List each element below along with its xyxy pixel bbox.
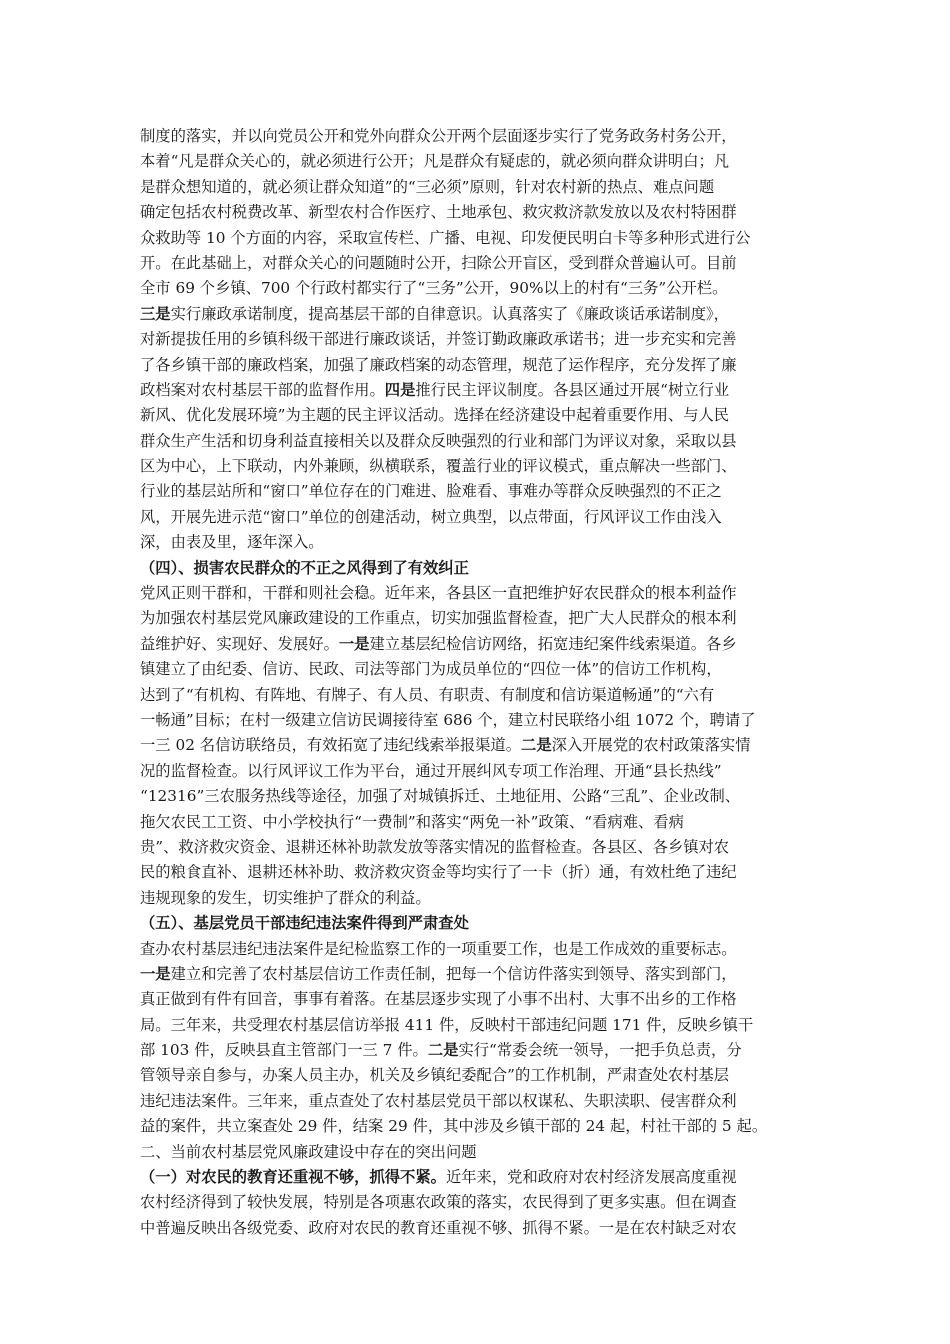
text-line xyxy=(140,302,820,327)
text-segment: 真正做到有件有回音，事事有着落。在基层逐步实现了小事不出村、大事不出乡的工作格 xyxy=(140,990,737,1009)
text-segment: 众救助等 10 个方面的内容，采取宣传栏、广播、电视、印发便民明白卡等多种形式进行公 xyxy=(140,228,751,247)
text-segment: 一三 02 名信访联络员，有效拓宽了违纪线索举报渠道。 xyxy=(140,736,522,755)
text-line xyxy=(140,251,820,276)
text-segment: 行业的基层站所和“窗口”单位存在的门难进、脸难看、事难办等群众反映强烈的不正之 xyxy=(140,482,722,501)
text-segment: 为加强农村基层党风廉政建设的工作重点，切实加强监督检查，把广大人民群众的根本利 xyxy=(140,609,737,628)
document-page xyxy=(140,124,820,1241)
text-segment: 全市 69 个乡镇、700 个行政村都实行了“三务”公开，90%以上的村有“三务”公开栏。 xyxy=(140,279,728,298)
text-segment: 一畅通”目标；在村一级建立信访民调接待室 686 个，建立村民联络小组 1072 个，聘请了 xyxy=(140,710,756,729)
bold-text-segment: 四是 xyxy=(384,380,416,399)
text-line xyxy=(140,378,820,403)
text-line xyxy=(140,911,820,936)
text-line xyxy=(140,200,820,225)
text-segment: 况的监督检查。以行风评议工作为平台，通过开展纠风专项工作治理、开通“县长热线” xyxy=(140,761,722,780)
text-segment: 确定包括农村税费改革、新型农村合作医疗、土地承包、救灾救济款发放以及农村特困群 xyxy=(140,203,737,222)
text-segment: 益维护好、实现好、发展好。 xyxy=(140,634,339,653)
text-line xyxy=(140,149,820,174)
text-line xyxy=(140,505,820,530)
text-segment: 民的粮食直补、退耕还林补助、救济救灾资金等均实行了一卡（折）通，有效杜绝了违纪 xyxy=(140,863,737,882)
text-line xyxy=(140,556,820,581)
text-segment: 拖欠农民工工资、中小学校执行“一费制”和落实“两免一补”政策、“看病难、看病 xyxy=(140,812,684,831)
text-segment: 中普遍反映出各级党委、政府对农民的教育还重视不够、抓得不紧。一是在农村缺乏对农 xyxy=(140,1218,737,1237)
text-segment: 贵”、救济救灾资金、退耕还林补助款发放等落实情况的监督检查。各县区、各乡镇对农 xyxy=(140,837,730,856)
bold-text-segment: 二是 xyxy=(427,1041,459,1060)
text-segment: 部 103 件，反映县直主管部门一三 7 件。 xyxy=(140,1041,428,1060)
text-line xyxy=(140,1190,820,1215)
text-segment: 党风正则干群和，干群和则社会稳。近年来，各县区一直把维护好农民群众的根本利益作 xyxy=(140,584,737,603)
text-segment: 建立基层纪检信访网络，拓宽违纪案件线索渠道。各乡 xyxy=(369,634,737,653)
bold-text-segment: 一是 xyxy=(338,634,370,653)
text-line xyxy=(140,987,820,1012)
text-line xyxy=(140,962,820,987)
text-segment: 镇建立了由纪委、信访、民政、司法等部门为成员单位的“四位一体”的信访工作机构， xyxy=(140,660,722,679)
text-line xyxy=(140,708,820,733)
text-segment: 近年来，党和政府对农村经济发展高度重视 xyxy=(445,1168,737,1187)
text-segment: 实行“常委会统一领导，一把手负总责，分 xyxy=(458,1041,742,1060)
text-segment: 局。三年来，共受理农村基层信访举报 411 件，反映村干部违纪问题 171 件，反映乡镇干 xyxy=(140,1015,754,1034)
text-segment: 深入开展党的农村政策落实情 xyxy=(551,736,751,755)
text-segment: 推行民主评议制度。各县区通过开展“树立行业 xyxy=(415,380,730,399)
text-line xyxy=(140,530,820,555)
text-line xyxy=(140,606,820,631)
text-line xyxy=(140,657,820,682)
bold-text-segment: （五）、基层党员干部违纪违法案件得到严肃查处 xyxy=(140,914,469,933)
text-segment: 违纪违法案件。三年来，重点查处了农村基层党员干部以权谋私、失职渎职、侵害群众利 xyxy=(140,1091,737,1110)
text-segment: “12316”三农服务热线等途径，加强了对城镇拆迁、土地征用、公路“三乱”、企业改制、 xyxy=(140,787,741,806)
text-line xyxy=(140,1216,820,1241)
text-line xyxy=(140,353,820,378)
text-line xyxy=(140,835,820,860)
text-segment: 益的案件，共立案查处 29 件，结案 29 件，其中涉及乡镇干部的 24 起，村社干部的 5 起。 xyxy=(140,1117,768,1136)
text-line xyxy=(140,1089,820,1114)
text-line xyxy=(140,581,820,606)
text-segment: 查办农村基层违纪违法案件是纪检监察工作的一项重要工作，也是工作成效的重要标志。 xyxy=(140,939,737,958)
text-line xyxy=(140,784,820,809)
text-line xyxy=(140,1038,820,1063)
text-line xyxy=(140,124,820,149)
text-segment: 了各乡镇干部的廉政档案，加强了廉政档案的动态管理，规范了运作程序，充分发挥了廉 xyxy=(140,355,737,374)
text-line xyxy=(140,226,820,251)
text-segment: 新风、优化发展环境”为主题的民主评议活动。选择在经济建设中起着重要作用、与人民 xyxy=(140,406,730,425)
text-line xyxy=(140,733,820,758)
text-segment: 建立和完善了农村基层信访工作责任制，把每一个信访件落实到领导、落实到部门， xyxy=(170,964,737,983)
bold-text-segment: （四）、损害农民群众的不正之风得到了有效纠正 xyxy=(140,558,469,577)
text-line xyxy=(140,810,820,835)
text-segment: 开。在此基础上，对群众关心的问题随时公开，扫除公开盲区，受到群众普遍认可。目前 xyxy=(140,253,737,272)
text-segment: 制度的落实，并以向党员公开和党外向群众公开两个层面逐步实行了党务政务村务公开， xyxy=(140,127,737,145)
text-line xyxy=(140,1063,820,1088)
text-segment: 达到了“有机构、有阵地、有牌子、有人员、有职责、有制度和信访渠道畅通”的“六有 xyxy=(140,685,715,704)
bold-text-segment: （一）对农民的教育还重视不够，抓得不紧。 xyxy=(140,1168,446,1187)
text-segment: 是群众想知道的，就必须让群众知道”的“三必须”原则，针对农村新的热点、难点问题 xyxy=(140,177,715,196)
text-line xyxy=(140,860,820,885)
text-segment: 违规现象的发生，切实维护了群众的利益。 xyxy=(140,888,431,907)
text-segment: 对新提拔任用的乡镇科级干部进行廉政谈话，并签订勤政廉政承诺书；进一步充实和完善 xyxy=(140,330,737,349)
text-line xyxy=(140,937,820,962)
text-segment: 本着“凡是群众关心的，就必须进行公开；凡是群众有疑虑的，就必须向群众讲明白；凡 xyxy=(140,152,730,171)
text-segment: 风，开展先进示范“窗口”单位的创建活动，树立典型，以点带面，行风评议工作由浅入 xyxy=(140,507,722,526)
text-line xyxy=(140,759,820,784)
bold-text-segment: 三是 xyxy=(140,304,171,323)
text-line xyxy=(140,276,820,301)
text-line xyxy=(140,479,820,504)
bold-text-segment: 一是 xyxy=(140,964,171,983)
text-line xyxy=(140,175,820,200)
text-line xyxy=(140,429,820,454)
text-line xyxy=(140,1140,820,1165)
text-line xyxy=(140,403,820,428)
text-line xyxy=(140,327,820,352)
text-line xyxy=(140,1114,820,1139)
text-segment: 实行廉政承诺制度，提高基层干部的自律意识。认真落实了《廉政谈话承诺制度》， xyxy=(170,304,729,323)
text-line xyxy=(140,683,820,708)
text-segment: 深，由表及里，逐年深入。 xyxy=(140,533,324,552)
text-line xyxy=(140,1165,820,1190)
text-segment: 农村经济得到了较快发展，特别是各项惠农政策的落实，农民得到了更多实惠。但在调查 xyxy=(140,1193,737,1212)
text-line xyxy=(140,886,820,911)
text-segment: 管领导亲自参与，办案人员主办，机关及乡镇纪委配合”的工作机制，严肃查处农村基层 xyxy=(140,1066,730,1085)
text-segment: 二、当前农村基层党风廉政建设中存在的突出问题 xyxy=(140,1142,477,1161)
text-segment: 政档案对农村基层干部的监督作用。 xyxy=(140,380,385,399)
text-segment: 区为中心，上下联动，内外兼顾，纵横联系，覆盖行业的评议模式，重点解决一些部门、 xyxy=(140,457,737,476)
text-line xyxy=(140,632,820,657)
text-line xyxy=(140,454,820,479)
text-line xyxy=(140,1013,820,1038)
text-segment: 群众生产生活和切身利益直接相关以及群众反映强烈的行业和部门为评议对象，采取以县 xyxy=(140,431,737,450)
bold-text-segment: 二是 xyxy=(521,736,552,755)
